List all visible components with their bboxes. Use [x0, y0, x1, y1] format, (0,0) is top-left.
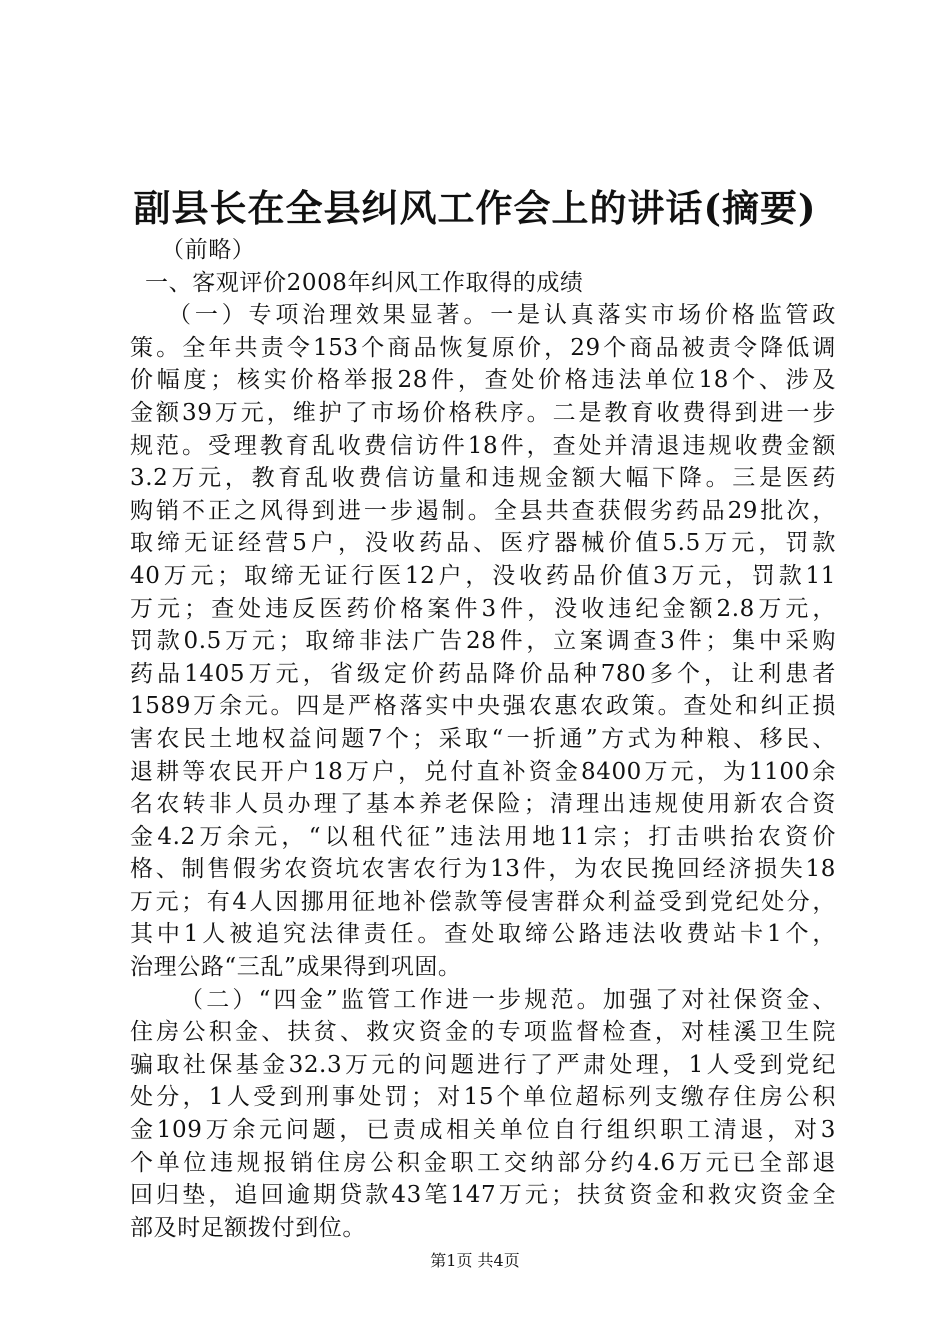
text-line: 个单位违规报销住房公积金职工交纳部分约4.6万元已全部退 [130, 1149, 836, 1176]
text-line: 其中1人被追究法律责任。查处取缔公路违法收费站卡1个， [130, 921, 836, 948]
text-line: 金109万余元问题，已责成相关单位自行组织职工清退，对3 [130, 1117, 836, 1144]
text-line: 药品1405万元，省级定价药品降价品种780多个，让利患者 [130, 660, 836, 687]
text-line: 住房公积金、扶贫、救灾资金的专项监督检查，对桂溪卫生院 [130, 1019, 836, 1046]
text-line: 部及时足额拨付到位。 [130, 1214, 366, 1241]
text-line: 金4.2万余元，“以租代征”违法用地11宗；打击哄抬农资价 [130, 823, 836, 850]
text-line: 回归垫，追回逾期贷款43笔147万元；扶贫资金和救灾资金全 [130, 1182, 836, 1209]
text-line: 名农转非人员办理了基本养老保险；清理出违规使用新农合资 [130, 791, 836, 818]
text-line: 3.2万元，教育乱收费信访量和违规金额大幅下降。三是医药 [130, 465, 836, 492]
text-line: （二）“四金”监管工作进一步规范。加强了对社保资金、 [180, 986, 836, 1013]
text-line: 取缔无证经营5户，没收药品、医疗器械价值5.5万元，罚款 [130, 530, 836, 557]
text-line: 40万元；取缔无证行医12户，没收药品价值3万元，罚款11 [130, 562, 836, 589]
text-line: 1589万余元。四是严格落实中央强农惠农政策。查处和纠正损 [130, 693, 836, 720]
text-line: 策。全年共责令153个商品恢复原价，29个商品被责令降低调 [130, 334, 836, 361]
text-line: 金额39万元，维护了市场价格秩序。二是教育收费得到进一步 [130, 399, 836, 426]
document-title: 副县长在全县纠风工作会上的讲话(摘要) [133, 186, 817, 230]
text-line: 罚款0.5万元；取缔非法广告28件，立案调查3件；集中采购 [130, 628, 836, 655]
text-line: 万元；有4人因挪用征地补偿款等侵害群众利益受到党纪处分， [130, 888, 836, 915]
document-body [130, 234, 836, 1244]
text-line: 处分，1人受到刑事处罚；对15个单位超标列支缴存住房公积 [130, 1084, 836, 1111]
text-line: （一）专项治理效果显著。一是认真落实市场价格监管政 [168, 302, 836, 329]
text-line: 购销不正之风得到进一步遏制。全县共查获假劣药品29批次， [130, 497, 836, 524]
text-line: 规范。受理教育乱收费信访件18件，查处并清退违规收费金额 [130, 432, 836, 459]
text-line: 一、客观评价2008年纠风工作取得的成绩 [145, 269, 584, 296]
text-line: （前略） [161, 237, 256, 263]
text-line: 万元；查处违反医药价格案件3件，没收违纪金额2.8万元， [130, 595, 836, 622]
text-line: 价幅度；核实价格举报28件，查处价格违法单位18个、涉及 [130, 367, 836, 394]
text-line: 格、制售假劣农资坑农害农行为13件，为农民挽回经济损失18 [130, 856, 836, 883]
text-line: 骗取社保基金32.3万元的问题进行了严肃处理，1人受到党纪 [130, 1051, 836, 1078]
text-line: 治理公路“三乱”成果得到巩固。 [130, 954, 462, 981]
page-number-footer: 第1页 共4页 [430, 1251, 520, 1270]
text-line: 退耕等农民开户18万户，兑付直补资金8400万元，为1100余 [130, 758, 836, 785]
text-line: 害农民土地权益问题7个；采取“一折通”方式为种粮、移民、 [130, 725, 836, 752]
